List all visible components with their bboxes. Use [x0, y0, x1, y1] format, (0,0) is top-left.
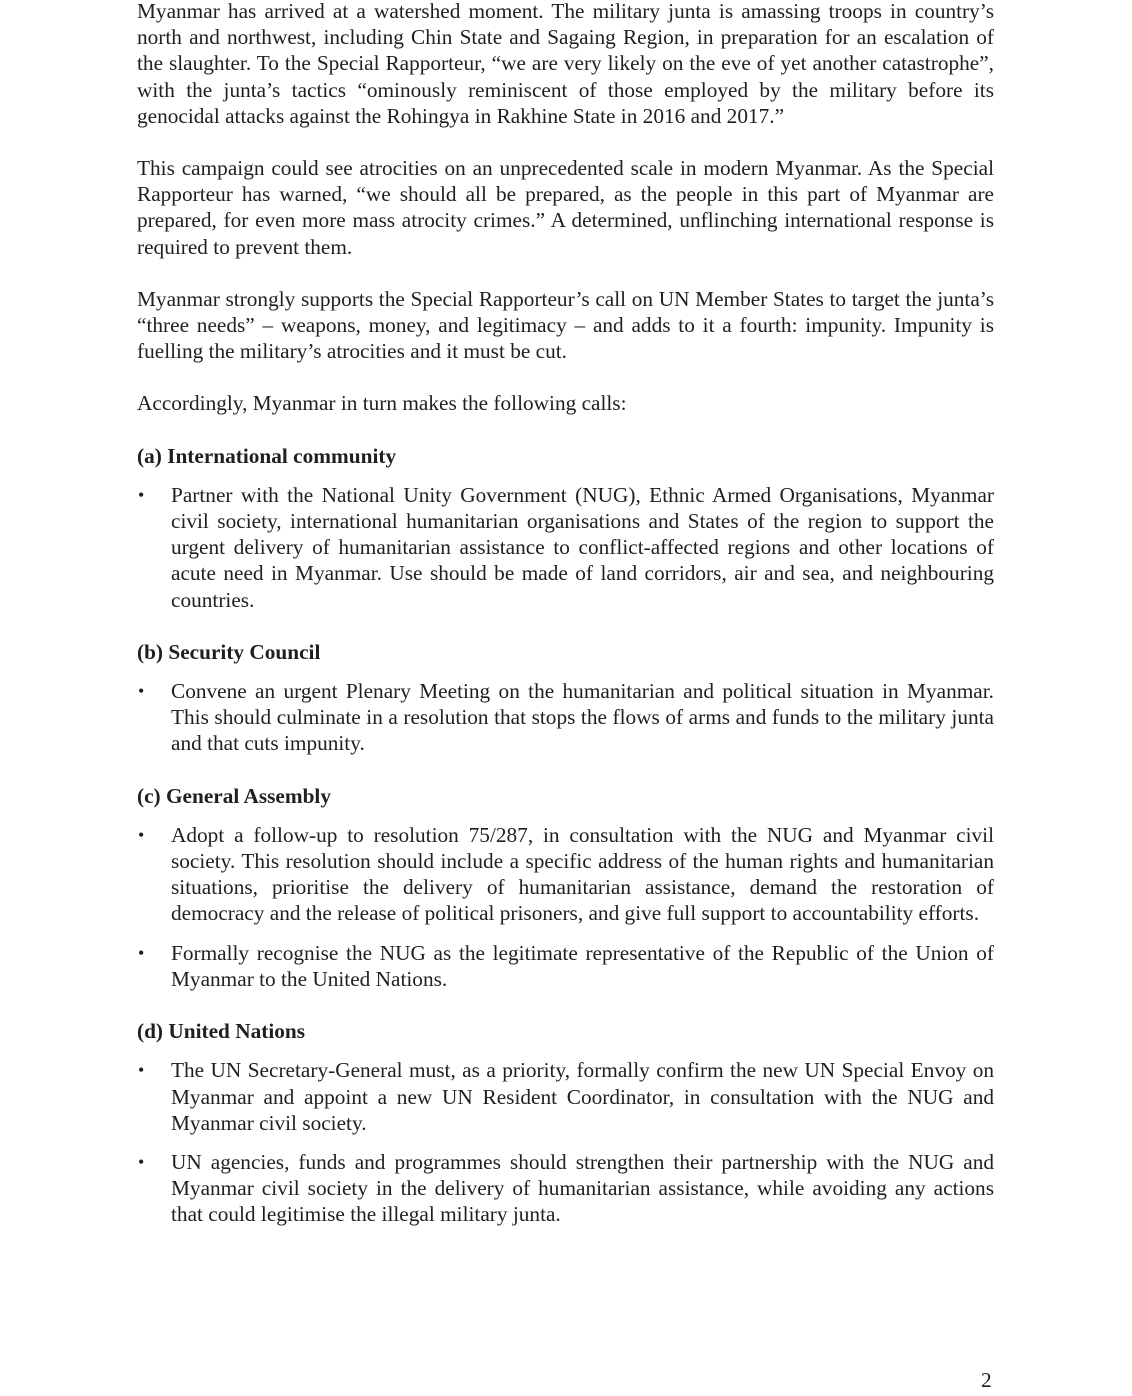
- list-item: [137, 940, 994, 992]
- list-item-text: Convene an urgent Plenary Meeting on the humanitarian and political situation in Myanmar. This should culminate in a resolution that stops the flows of arms and funds to the military junta and that cuts impunity.: [171, 679, 994, 756]
- bullet-icon: •: [138, 1060, 145, 1081]
- bullet-icon: •: [138, 681, 145, 702]
- section-list-united-nations: [137, 1057, 994, 1227]
- bullet-icon: •: [138, 484, 145, 505]
- section-heading-general-assembly: (c) General Assembly: [137, 783, 332, 808]
- section-heading-international-community: (a) International community: [137, 443, 397, 468]
- bullet-icon: •: [138, 1151, 145, 1172]
- intro-paragraph-calls: Accordingly, Myanmar in turn makes the following calls:: [137, 391, 627, 416]
- list-item-text: The UN Secretary-General must, as a priority, formally confirm the new UN Special Envoy on Myanmar and appoint a new UN Resident Coordinator, in consultation with the NUG and Myanmar civil society.: [171, 1058, 994, 1135]
- section-heading-united-nations: (d) United Nations: [137, 1019, 306, 1044]
- list-item: [137, 1149, 994, 1228]
- list-item: [137, 822, 994, 927]
- page-number: 2: [981, 1368, 992, 1392]
- list-item: [137, 678, 994, 757]
- intro-paragraph-atrocities: This campaign could see atrocities on an unprecedented scale in modern Myanmar. As the Special Rapporteur has warned, “we should all be prepared, as the people in this part of Myanmar are prepared, for even more mass atrocity crimes.” A determined, unflinching international response is required to prevent them.: [137, 156, 994, 259]
- list-item-text: UN agencies, funds and programmes should strengthen their partnership with the NUG and Myanmar civil society in the delivery of humanitarian assistance, while avoiding any actions that could legitimise the illegal military junta.: [171, 1149, 994, 1227]
- list-item-text: Formally recognise the NUG as the legitimate representative of the Republic of the Union of Myanmar to the United Nations.: [171, 940, 994, 991]
- intro-paragraph-watershed: Myanmar has arrived at a watershed moment. The military junta is amassing troops in country’s north and northwest, including Chin State and Sagaing Region, in preparation for an escalation of the slaughter. To the Special Rapporteur, “we are very likely on the eve of yet another catastrophe”, with the junta’s tactics “ominously reminiscent of those employed by the military before its genocidal attacks against the Rohingya in Rakhine State in 2016 and 2017.”: [137, 0, 994, 128]
- list-item-text: Partner with the National Unity Government (NUG), Ethnic Armed Organisations, Myanmar civil society, international humanitarian organisations and States of the region to support the urgent delivery of humanitarian assistance to conflict-affected regions and other locations of acute need in Myanmar. Use should be made of land corridors, air and sea, and neighbouring countries.: [171, 482, 994, 612]
- bullet-icon: •: [138, 942, 145, 963]
- section-heading-security-council: (b) Security Council: [137, 639, 321, 664]
- section-list-security-council: [137, 678, 994, 757]
- section-list-international-community: [137, 482, 994, 613]
- bullet-icon: •: [138, 824, 145, 845]
- list-item-text: Adopt a follow-up to resolution 75/287, in consultation with the NUG and Myanmar civil society. This resolution should include a specific address of the human rights and humanitarian situations, prioritise the delivery of humanitarian assistance, demand the restoration of democracy and the release of political prisoners, and give full support to accountability efforts.: [171, 822, 994, 926]
- intro-paragraph-three-needs: Myanmar strongly supports the Special Rapporteur’s call on UN Member States to target the junta’s “three needs” – weapons, money, and legitimacy – and adds to it a fourth: impunity. Impunity is fuelling the military’s atrocities and it must be cut.: [137, 286, 994, 364]
- document-page: [137, 0, 994, 1254]
- list-item: [137, 1057, 994, 1136]
- section-list-general-assembly: [137, 822, 994, 992]
- list-item: [137, 482, 994, 613]
